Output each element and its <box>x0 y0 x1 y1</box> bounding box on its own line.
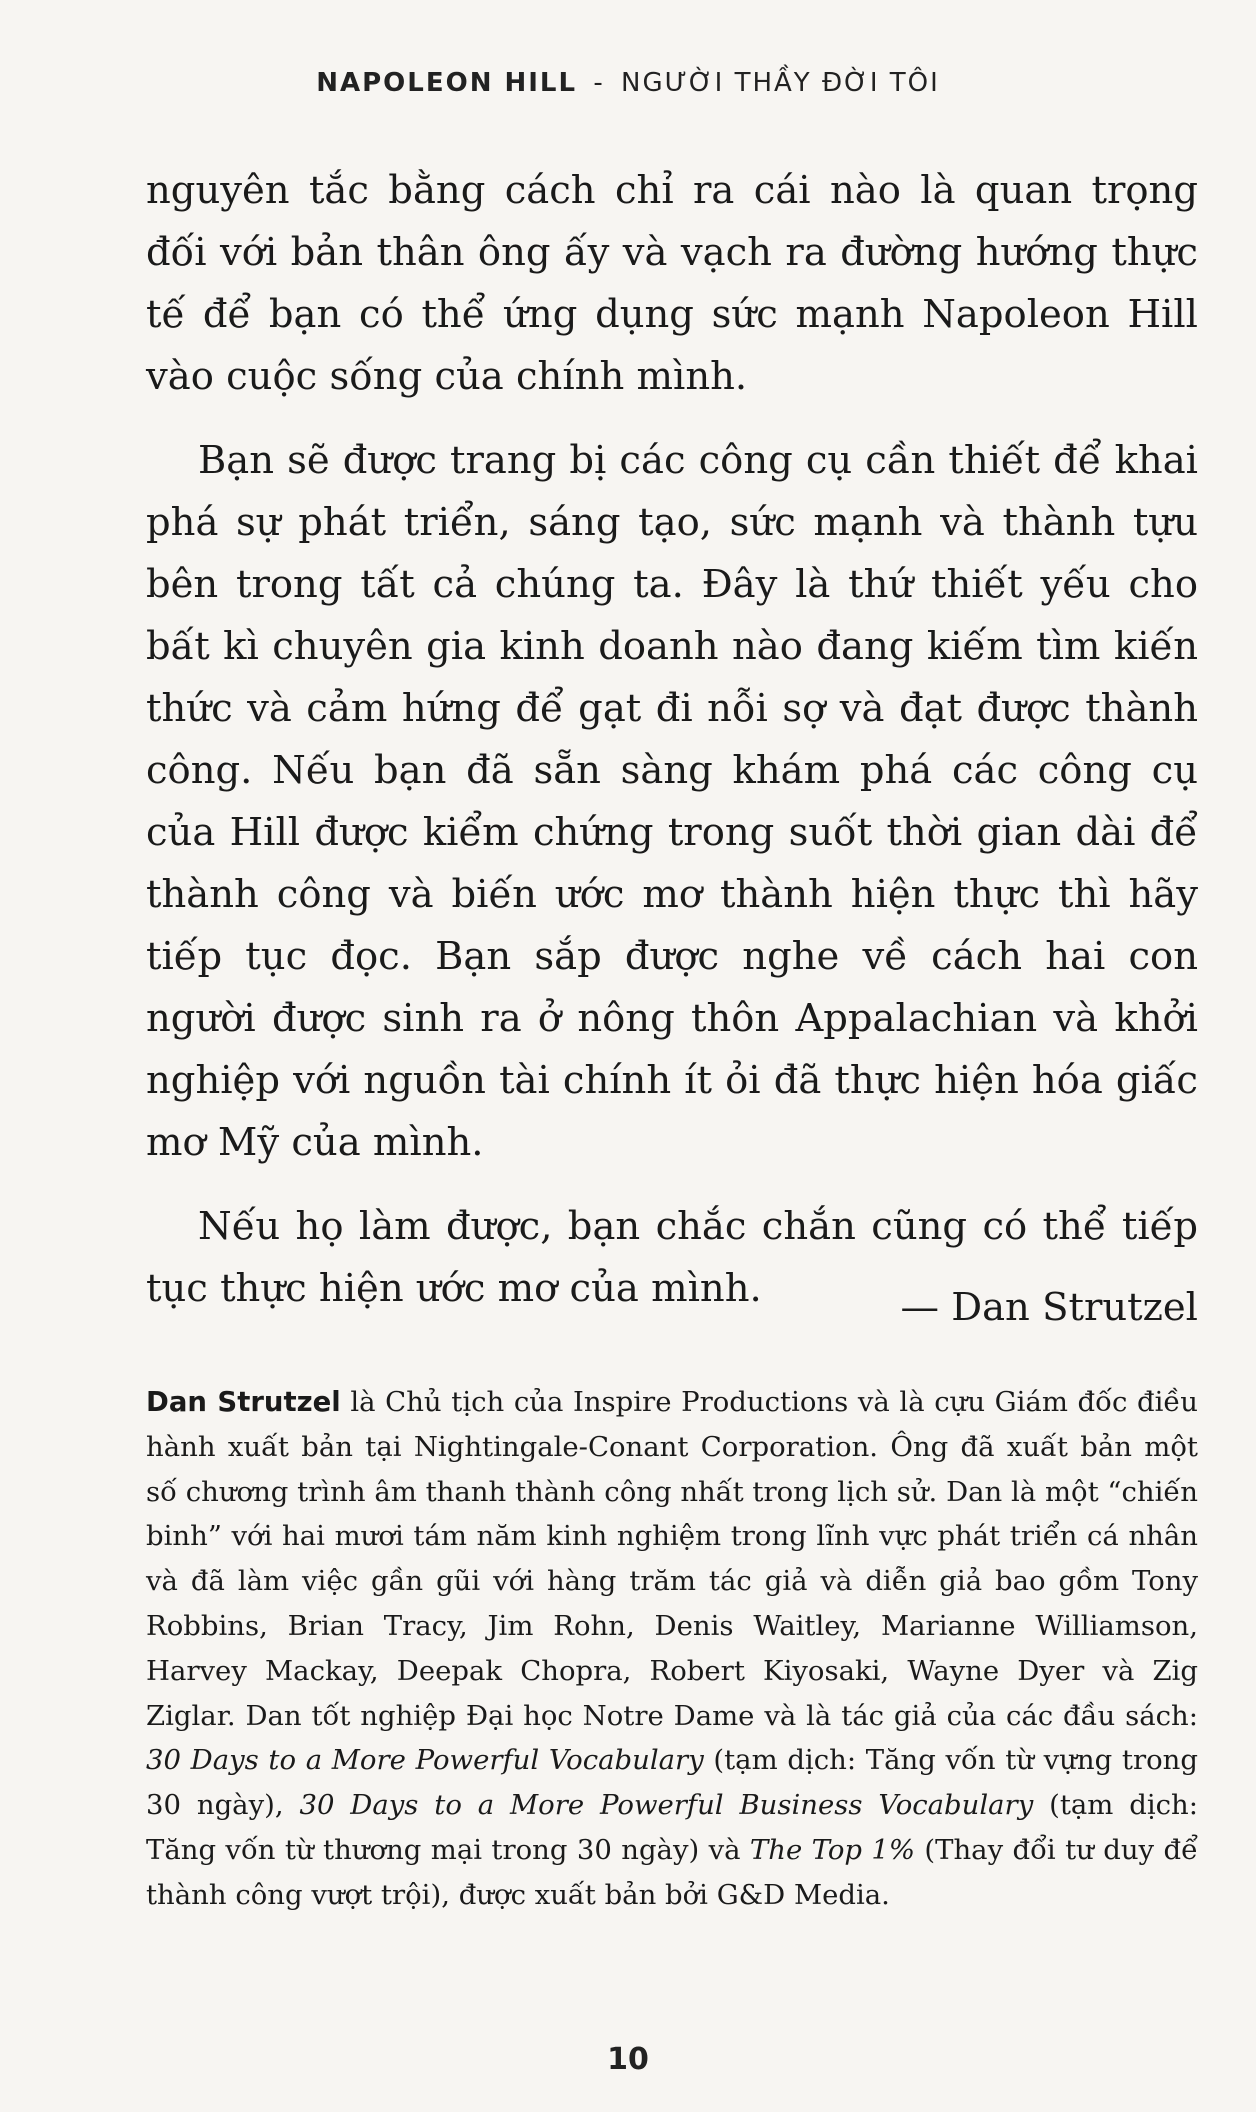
bio-name: Dan Strutzel <box>146 1386 341 1418</box>
bio-text: (Thay đổi tư duy để thành công vượt trội), được xuất bản bởi G&D Media. <box>146 1833 1199 1911</box>
signature: — Dan Strutzel <box>900 1285 1198 1330</box>
header-author: NAPOLEON HILL <box>316 68 578 98</box>
main-text <box>146 160 1198 1342</box>
header-subtitle: NGƯỜI THẦY ĐỜI TÔI <box>621 68 940 98</box>
author-bio <box>146 1380 1198 1918</box>
bio-text: (tạm dịch: Tăng vốn từ thương mại trong 30 ngày) và <box>146 1789 1198 1866</box>
bio-text: (tạm dịch: Tăng vốn từ vựng trong 30 ngày), <box>146 1744 1198 1822</box>
bio-text: là Chủ tịch của Inspire Productions và là cựu Giám đốc điều hành xuất bản tại Nightingale-Conant Corporation. Ông đã xuất bản một số chương trình âm thanh thành công nhất trong lịch sử. Dan là một “chiến binh” với hai mươi tám năm kinh nghiệm trong lĩnh vực phát triển cá nhân và đã làm việc gần gũi với hàng trăm tác giả và diễn giả bao gồm Tony Robbins, Brian Tracy, Jim Rohn, Denis Waitley, Marianne Williamson, Harvey Mackay, Deepak Chopra, Robert Kiyosaki, Wayne Dyer và Zig Ziglar. Dan tốt nghiệp Đại học Notre Dame và là tác giả của các đầu sách: <box>146 1386 1199 1732</box>
paragraph: Nếu họ làm được, bạn chắc chắn cũng có thể tiếp tục thực hiện ước mơ của mình. <box>146 1204 1198 1311</box>
bio-book-title: 30 Days to a More Powerful Vocabulary <box>146 1744 704 1777</box>
paragraph-continued: nguyên tắc bằng cách chỉ ra cái nào là quan trọng đối với bản thân ông ấy và vạch ra đường hướng thực tế để bạn có thể ứng dụng sức mạnh Napoleon Hill vào cuộc sống của chính mình. <box>146 168 1198 399</box>
paragraph: Bạn sẽ được trang bị các công cụ cần thiết để khai phá sự phát triển, sáng tạo, sức mạnh và thành tựu bên trong tất cả chúng ta. Đây là thứ thiết yếu cho bất kì chuyên gia kinh doanh nào đang kiếm tìm kiến thức và cảm hứng để gạt đi nỗi sợ và đạt được thành công. Nếu bạn đã sẵn sàng khám phá các công cụ của Hill được kiểm chứng trong suốt thời gian dài để thành công và biến ước mơ thành hiện thực thì hãy tiếp tục đọc. Bạn sắp được nghe về cách hai con người được sinh ra ở nông thôn Appalachian và khởi nghiệp với nguồn tài chính ít ỏi đã thực hiện hóa giấc mơ Mỹ của mình. <box>146 438 1198 1165</box>
bio-book-title: The Top 1% <box>749 1833 916 1866</box>
bio-book-title: 30 Days to a More Powerful Business Vocabulary <box>299 1789 1034 1822</box>
running-header <box>0 68 1256 98</box>
header-separator: - <box>593 68 605 98</box>
page-number: 10 <box>607 2042 649 2077</box>
